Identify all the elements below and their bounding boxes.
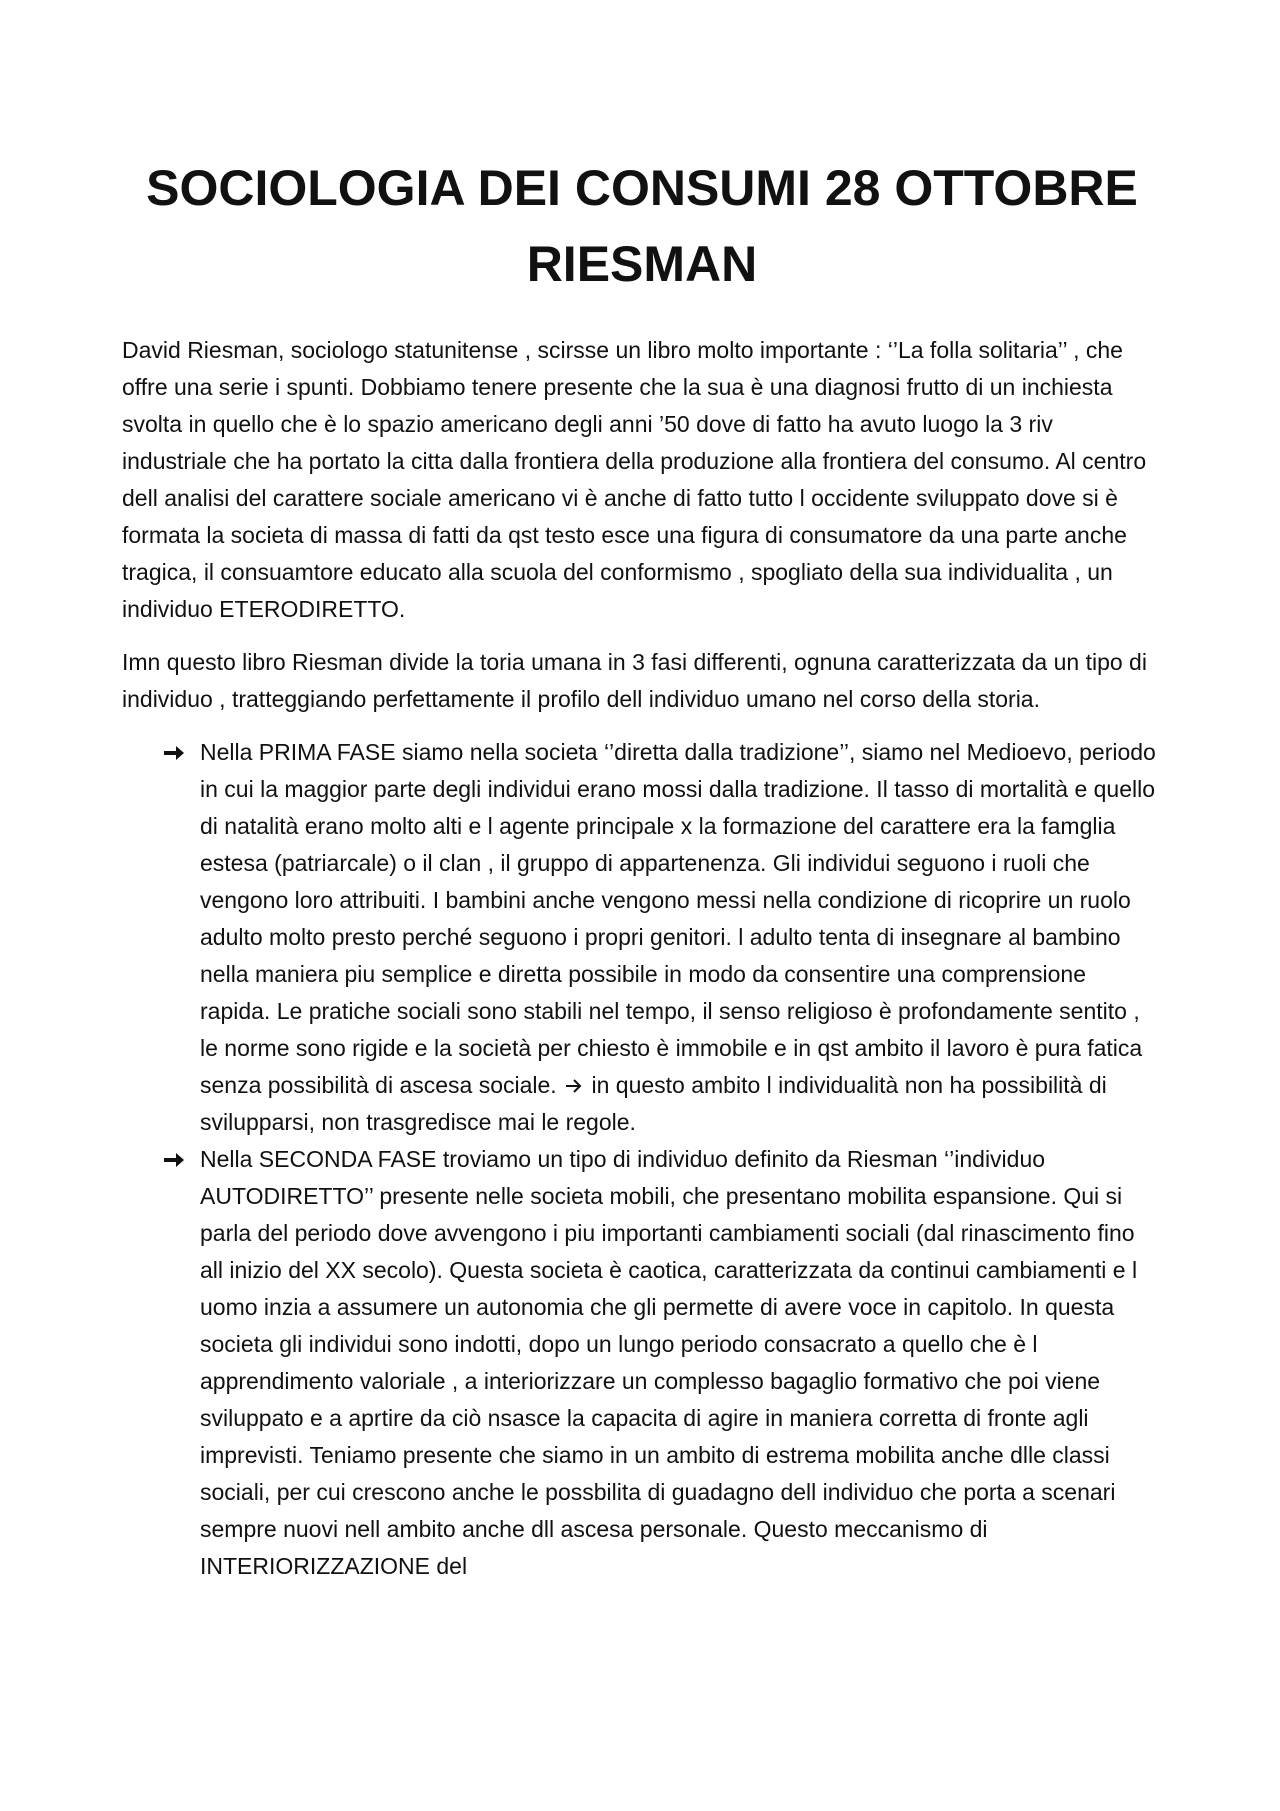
second-phase-text: Nella SECONDA FASE troviamo un tipo di individuo definito da Riesman ‘’individuo AUTODIRETTO’’ presente nelle societa mobili, che presentano mobilita espansione. Qui si parla del periodo dove avvengono i piu importanti cambiamenti sociali (dal rinascimento fino all inizio del XX secolo). Questa societa è caotica, caratterizzata da continui cambiamenti e l uomo inzia a assumere un autonomia che gli permette di avere voce in capitolo. In questa societa gli individui sono indotti, dopo un lungo periodo consacrato a quello che è l apprendimento valoriale , a interiorizzare un complesso bagaglio formativo che poi viene sviluppato e a aprtire da ciò nsasce la capacita di agire in maniera corretta di fronte agli imprevisti. Teniamo presente che siamo in un ambito di estrema mobilita anche dlle classi sociali, per cui crescono anche le possbilita di guadagno dell individuo che porta a scenari sempre nuovi nell ambito anche dll ascesa personale. Questo meccanismo di INTERIORIZZAZIONE del (200, 1146, 1138, 1579)
phases-list (122, 734, 1162, 1585)
right-arrow-bold-icon (162, 734, 188, 771)
page-title (122, 150, 1162, 302)
list-item (122, 734, 1162, 1141)
right-arrow-thin-icon (565, 1078, 583, 1094)
title-line-1: SOCIOLOGIA DEI CONSUMI 28 OTTOBRE (146, 160, 1138, 216)
first-phase-text-continued: in questo ambito l individualità non ha possibilità di svilupparsi, non trasgredisce mai le regole. (200, 1072, 1107, 1135)
right-arrow-bold-icon (162, 1141, 188, 1178)
phases-paragraph: Imn questo libro Riesman divide la toria umana in 3 fasi differenti, ognuna caratterizzata da un tipo di individuo , tratteggiando perfettamente il profilo dell individuo umano nel corso della storia. (122, 649, 1147, 712)
first-phase-text: Nella PRIMA FASE siamo nella societa ‘’diretta dalla tradizione’’, siamo nel Medioevo, periodo in cui la maggior parte degli individui erano mossi dalla tradizione. Il tasso di mortalità e quello di natalità erano molto alti e l agente principale x la formazione del carattere era la famglia estesa (patriarcale) o il clan , il gruppo di appartenenza. Gli individui seguono i ruoli che vengono loro attribuiti. I bambini anche vengono messi nella condizione di ricoprire un ruolo adulto molto presto perché seguono i propri genitori. l adulto tenta di insegnare al bambino nella maniera piu semplice e diretta possibile in modo da consentire una comprensione rapida. Le pratiche sociali sono stabili nel tempo, il senso religioso è profondamente sentito , le norme sono rigide e la società per chiesto è immobile e in qst ambito il lavoro è pura fatica senza possibilità di ascesa sociale. (200, 739, 1156, 1098)
list-item (122, 1141, 1162, 1585)
document-page (122, 150, 1162, 1585)
intro-paragraph: David Riesman, sociologo statunitense , scirsse un libro molto importante : ‘’La folla solitaria’’ , che offre una serie i spunti. Dobbiamo tenere presente che la sua è una diagnosi frutto di un inchiesta svolta in quello che è lo spazio americano degli anni ’50 dove di fatto ha avuto luogo la 3 riv industriale che ha portato la citta dalla frontiera della produzione alla frontiera del consumo. Al centro dell analisi del carattere sociale americano vi è anche di fatto tutto l occidente sviluppato dove si è formata la societa di massa di fatti da qst testo esce una figura di consumatore da una parte anche tragica, il consuamtore educato alla scuola del conformismo , spogliato della sua individualita , un individuo ETERODIRETTO. (122, 337, 1147, 622)
title-line-2: RIESMAN (526, 236, 758, 292)
